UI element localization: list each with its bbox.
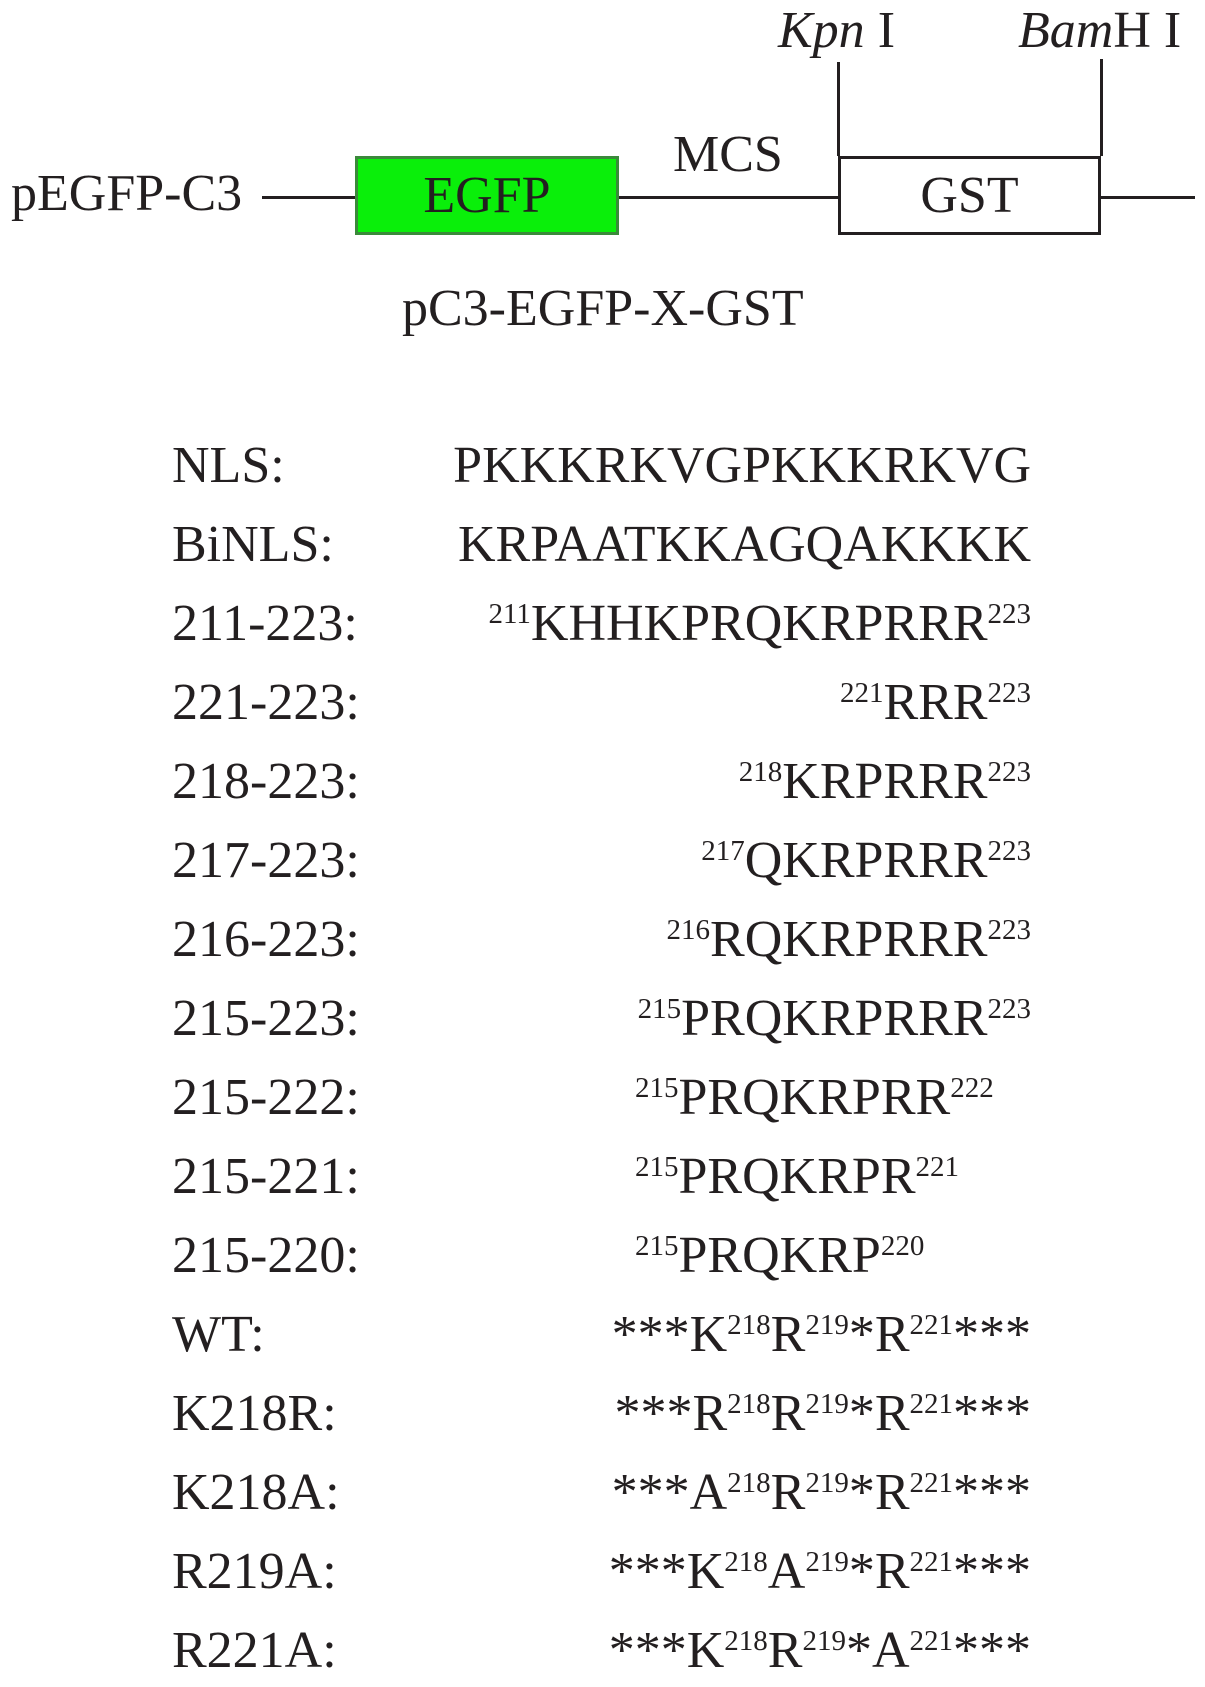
residue-letters: ***R [614, 1385, 728, 1442]
peptide-sequence [840, 674, 1031, 739]
sequence-row [0, 437, 1205, 495]
row-label: K218A: [172, 1464, 340, 1521]
row-label: R221A: [172, 1622, 337, 1679]
residue-number: 218 [727, 1309, 771, 1341]
residue-letters: PRQKRPR [678, 1148, 916, 1205]
egfp-box [355, 156, 619, 235]
row-label: 215-223: [172, 990, 360, 1047]
residue-number: 223 [987, 756, 1031, 788]
gst-label: GST [920, 167, 1019, 224]
residue-number: 222 [950, 1072, 994, 1104]
residue-letters: *** [953, 1622, 1031, 1679]
peptide-sequence [458, 516, 1031, 574]
peptide-sequence [488, 595, 1031, 660]
residue-number: 223 [987, 993, 1031, 1025]
row-label: 215-221: [172, 1148, 360, 1205]
residue-number: 223 [987, 677, 1031, 709]
peptide-sequence [609, 1543, 1031, 1608]
residue-number: 218 [724, 1546, 768, 1578]
residue-number: 221 [839, 677, 884, 709]
sequence-row [0, 1306, 1205, 1364]
residue-letters: PRQKRPRR [678, 1069, 951, 1126]
residue-letters: *A [845, 1622, 910, 1679]
peptide-sequence [612, 1464, 1031, 1529]
residue-letters: KHHKPRQKRPRRR [530, 595, 988, 652]
sequence-row [0, 595, 1205, 653]
residue-letters: ***K [608, 1622, 725, 1679]
residue-letters: *** [953, 1464, 1031, 1521]
peptide-sequence [635, 1227, 924, 1292]
residue-letters: PRQKRP [678, 1227, 881, 1284]
row-label: 216-223: [172, 911, 360, 968]
peptide-sequence [635, 1148, 959, 1213]
sequence-row [0, 990, 1205, 1048]
sequence-row [0, 516, 1205, 574]
row-label: R219A: [172, 1543, 337, 1600]
peptide-sequence [612, 1306, 1031, 1371]
egfp-label: EGFP [423, 167, 551, 224]
residue-number: 220 [880, 1230, 925, 1262]
peptide-sequence [739, 753, 1031, 818]
peptide-sequence [609, 1622, 1031, 1687]
backbone-label: pEGFP-C3 [11, 164, 243, 222]
residue-letters: RQKRPRRR [710, 911, 988, 968]
residue-letters: ***K [611, 1306, 728, 1363]
sequence-row [0, 911, 1205, 969]
residue-letters: *R [848, 1543, 910, 1600]
residue-number: 218 [724, 1625, 768, 1657]
bamh-site-suffix: H I [1113, 1, 1182, 59]
residue-letters: *R [848, 1306, 910, 1363]
residue-number: 219 [805, 1309, 849, 1341]
residue-number: 217 [701, 835, 745, 867]
row-label: WT: [172, 1306, 265, 1363]
sequence-row [0, 1148, 1205, 1206]
residue-letters: ***A [611, 1464, 728, 1521]
sequence-row [0, 1385, 1205, 1443]
peptide-sequence [635, 1069, 994, 1134]
residue-letters: QKRPRRR [744, 832, 988, 889]
peptide-sequence [667, 911, 1031, 976]
residue-number: 218 [727, 1467, 771, 1499]
residue-number: 223 [987, 598, 1031, 630]
residue-letters: *** [953, 1543, 1031, 1600]
row-label: 215-222: [172, 1069, 360, 1126]
residue-number: 221 [909, 1546, 953, 1578]
residue-number: 218 [727, 1388, 771, 1420]
bamh-site-marker [1100, 59, 1103, 156]
gst-box [838, 156, 1101, 235]
residue-number: 219 [805, 1546, 849, 1578]
residue-letters: R [770, 1306, 806, 1363]
residue-number: 221 [909, 1467, 953, 1499]
bamh-site-label [1018, 2, 1181, 60]
residue-number: 223 [987, 914, 1031, 946]
sequence-row [0, 1227, 1205, 1285]
residue-number: 221 [915, 1151, 959, 1183]
sequence-list [0, 437, 1205, 1681]
residue-number: 215 [635, 1151, 679, 1183]
residue-letters: *R [848, 1385, 910, 1442]
residue-number: 223 [987, 835, 1031, 867]
residue-number: 215 [637, 993, 682, 1025]
row-label: 211-223: [172, 595, 358, 652]
residue-number: 215 [635, 1072, 679, 1104]
residue-number: 211 [488, 598, 531, 630]
residue-letters: *R [848, 1464, 910, 1521]
residue-number: 218 [738, 756, 783, 788]
row-label: BiNLS: [172, 516, 334, 573]
sequence-row [0, 753, 1205, 811]
sequence-row [0, 1622, 1205, 1680]
residue-letters: RRR [883, 674, 988, 731]
kpn-site-label [778, 2, 895, 60]
residue-number: 221 [909, 1309, 953, 1341]
row-label: 215-220: [172, 1227, 360, 1284]
row-label: 221-223: [172, 674, 360, 731]
sequence-row [0, 1543, 1205, 1601]
residue-letters: *** [953, 1385, 1031, 1442]
residue-number: 221 [909, 1388, 953, 1420]
residue-letters: *** [953, 1306, 1031, 1363]
sequence-row [0, 1464, 1205, 1522]
residue-letters: PKKKRKVGPKKKRKVG [453, 437, 1031, 494]
construct-label: pC3-EGFP-X-GST [402, 279, 804, 337]
kpn-site-marker [837, 62, 840, 156]
row-label: 217-223: [172, 832, 360, 889]
residue-number: 219 [802, 1625, 846, 1657]
kpn-site-italic: Kpn [778, 1, 865, 59]
residue-number: 221 [909, 1625, 953, 1657]
peptide-sequence [453, 437, 1031, 495]
peptide-sequence [638, 990, 1031, 1055]
residue-letters: R [770, 1464, 806, 1521]
bamh-site-italic: Bam [1018, 1, 1114, 59]
mcs-label: MCS [673, 125, 783, 183]
row-label: K218R: [172, 1385, 337, 1442]
row-label: 218-223: [172, 753, 360, 810]
sequence-row [0, 674, 1205, 732]
peptide-sequence [701, 832, 1031, 897]
residue-number: 215 [635, 1230, 679, 1262]
sequence-row [0, 832, 1205, 890]
residue-number: 219 [805, 1388, 849, 1420]
residue-letters: KRPRRR [782, 753, 988, 810]
residue-letters: KRPAATKKAGQAKKKK [457, 516, 1031, 573]
residue-letters: A [767, 1543, 806, 1600]
residue-letters: PRQKRPRRR [681, 990, 988, 1047]
residue-letters: ***K [608, 1543, 725, 1600]
residue-letters: R [770, 1385, 806, 1442]
row-label: NLS: [172, 437, 285, 494]
peptide-sequence [614, 1385, 1031, 1450]
residue-letters: R [767, 1622, 803, 1679]
residue-number: 216 [666, 914, 711, 946]
residue-number: 219 [805, 1467, 849, 1499]
kpn-site-suffix: I [864, 1, 896, 59]
sequence-row [0, 1069, 1205, 1127]
